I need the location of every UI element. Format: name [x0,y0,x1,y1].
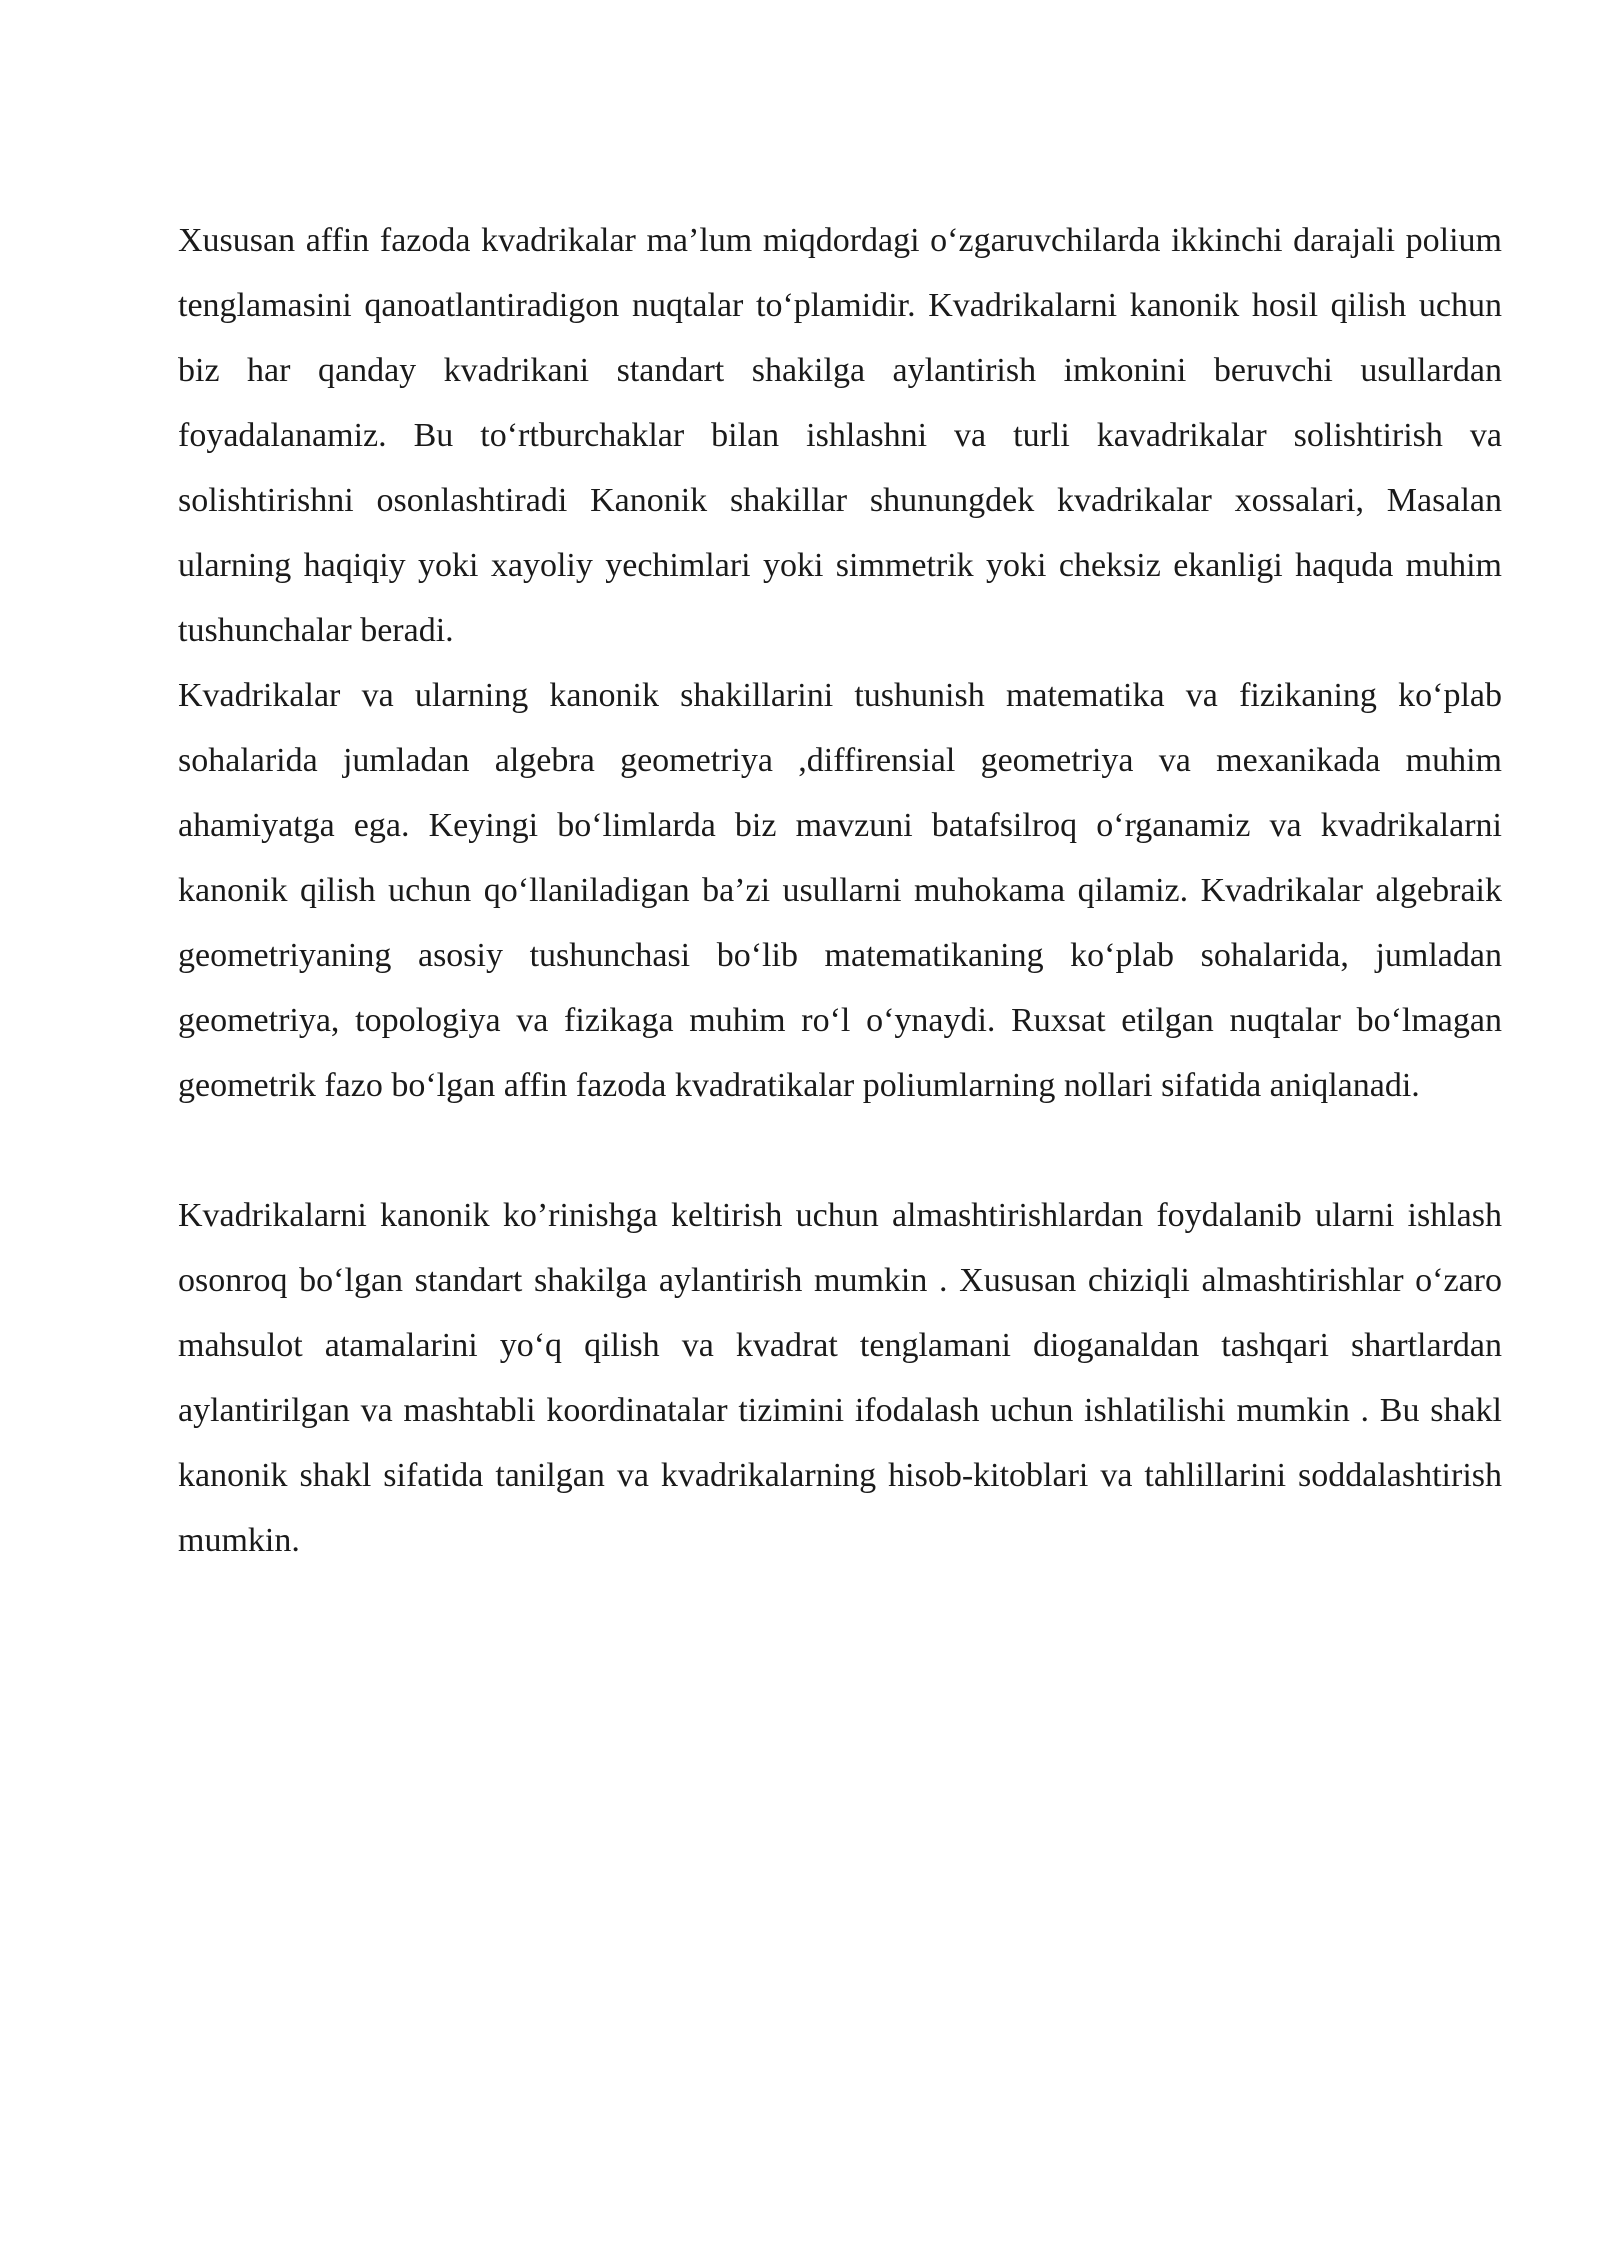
paragraph-1: Xususan affin fazoda kvadrikalar ma’lum miqdordagi o‘zgaruvchilarda ikkinchi darajali polium tenglamasini qanoatlantiradigon nuqtalar to‘plamidir. Kvadrikalarni kanonik hosil qilish uchun biz har qanday kvadrikani standart shakilga aylantirish imkonini beruvchi usullardan foyadalanamiz. Bu to‘rtburchaklar bilan ishlashni va turli kavadrikalar solishtirish va solishtirishni osonlashtiradi Kanonik shakillar shunungdek kvadrikalar xossalari, Masalan ularning haqiqiy yoki xayoliy yechimlari yoki simmetrik yoki cheksiz ekanligi haquda muhim tushunchalar beradi. [178,222,1502,649]
paragraph-2: Kvadrikalar va ularning kanonik shakillarini tushunish matematika va fizikaning ko‘plab sohalarida jumladan algebra geometriya ,diffirensial geometriya va mexanikada muhim ahamiyatga ega. Keyingi bo‘limlarda biz mavzuni batafsilroq o‘rganamiz va kvadrikalarni kanonik qilish uchun qo‘llaniladigan ba’zi usullarni muhokama qilamiz. Kvadrikalar algebraik geometriyaning asosiy tushunchasi bo‘lib matematikaning ko‘plab sohalarida, jumladan geometriya, topologiya va fizikaga muhim ro‘l o‘ynaydi. Ruxsat etilgan nuqtalar bo‘lmagan geometrik fazo bo‘lgan affin fazoda kvadratikalar poliumlarning nollari sifatida aniqlanadi. [178,677,1502,1104]
paragraph-spacer [178,1118,1502,1183]
document-body [178,208,1502,1573]
paragraph-3: Kvadrikalarni kanonik ko’rinishga keltirish uchun almashtirishlardan foydalanib ularni ishlash osonroq bo‘lgan standart shakilga aylantirish mumkin . Xususan chiziqli almashtirishlar o‘zaro mahsulot atamalarini yo‘q qilish va kvadrat tenglamani dioganaldan tashqari shartlardan aylantirilgan va mashtabli koordinatalar tizimini ifodalash uchun ishlatilishi mumkin . Bu shakl kanonik shakl sifatida tanilgan va kvadrikalarning hisob-kitoblari va tahlillarini soddalashtirish mumkin. [178,1197,1502,1559]
